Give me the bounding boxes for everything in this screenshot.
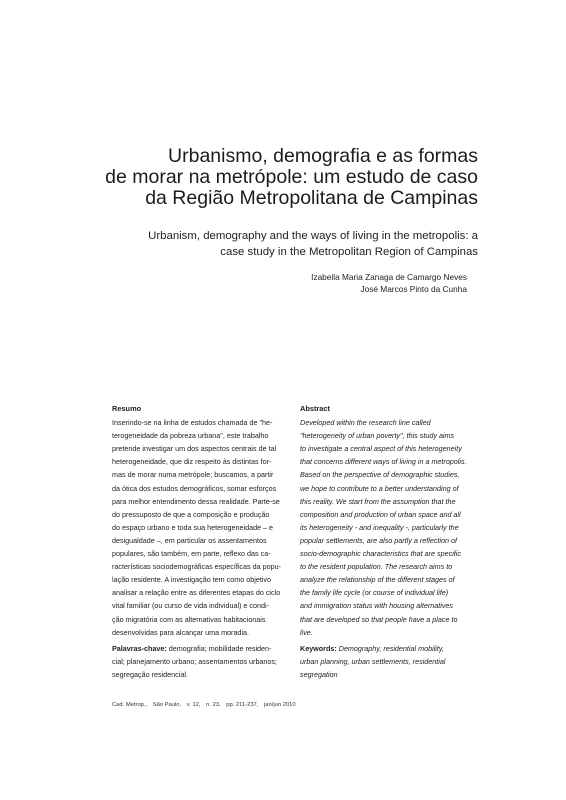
- title-line: da Região Metropolitana de Campinas: [145, 187, 478, 209]
- footer-number: n. 23,: [206, 702, 221, 708]
- author-name: José Marcos Pinto da Cunha: [360, 283, 467, 294]
- abstract-keywords-line: urban planning, urban settlements, residential: [300, 656, 446, 666]
- title-line: de morar na metrópole: um estudo de caso: [105, 166, 478, 188]
- abstract-keywords: [300, 642, 472, 681]
- resumo-line: ção migratória com as alternativas habitacionais: [112, 614, 266, 624]
- citation-footer: [112, 701, 300, 709]
- resumo-keywords-line: [112, 642, 287, 655]
- resumo-line: do pressuposto de que a composição e produção: [112, 509, 270, 519]
- article-title: [100, 146, 478, 209]
- abstract-line: to investigate a central aspect of this heterogeneity: [300, 444, 462, 454]
- resumo-line: analisar a relação entre as diferentes etapas do ciclo: [112, 588, 281, 598]
- abstract-keywords-label: Keywords:: [300, 643, 337, 653]
- abstract-line: and immigration status with housing alternatives: [300, 601, 454, 611]
- resumo-keywords: [112, 642, 287, 681]
- resumo-line: lação residente. A investigação tem como objetivo: [112, 575, 272, 585]
- abstract-heading: Abstract: [300, 404, 330, 413]
- abstract-line: that concerns different ways of living in a metropolis.: [300, 457, 467, 467]
- abstract-line: composition and production of urban space and all: [300, 509, 461, 519]
- abstract-line: live.: [300, 627, 313, 637]
- resumo-line: heterogeneidade, que diz respeito às distintas for-: [112, 457, 272, 467]
- abstract-line: socio-demographic characteristics that are specific: [300, 549, 461, 559]
- subtitle-line: Urbanism, demography and the ways of living in the metropolis: a: [148, 230, 478, 242]
- abstract-line: popular settlements, are also partly a reflection of: [300, 535, 458, 545]
- abstract-line: that are developed so that people have a place to: [300, 614, 458, 624]
- footer-date: jan/jun 2010: [264, 702, 296, 708]
- resumo-keywords-line: cial; planejamento urbano; assentamentos urbanos;: [112, 656, 278, 666]
- resumo-body: [112, 416, 287, 639]
- resumo-line: para melhor entendimento dessa realidade. Parte-se: [112, 496, 280, 506]
- author-list: [240, 272, 467, 295]
- resumo-line: vital familiar (ou curso de vida individual) e condi-: [112, 601, 269, 611]
- resumo-line: pretende investigar um dos aspectos centrais de tal: [112, 444, 277, 454]
- abstract-line: its heterogeneity - and inequality -, particularly the: [300, 522, 459, 532]
- abstract-line: this reality. We start from the assumption that the: [300, 496, 456, 506]
- resumo-column: [112, 402, 287, 681]
- resumo-line: desenvolvidas para alcançar uma moradia.: [112, 627, 250, 637]
- footer-city: São Paulo,: [152, 702, 182, 708]
- abstract-line: "heterogeneity of urban poverty", this study aims: [300, 431, 455, 441]
- resumo-keywords-label: Palavras-chave:: [112, 643, 167, 653]
- author-name: Izabella Maria Zanaga de Camargo Neves: [311, 272, 467, 282]
- resumo-line: Inserindo-se na linha de estudos chamada de "he-: [112, 418, 273, 428]
- abstract-line: the family life cycle (or course of individual life): [300, 588, 449, 598]
- abstract-keywords-line: segregation: [300, 669, 338, 679]
- abstract-line: to the resident population. The research aims to: [300, 562, 453, 572]
- resumo-line: terogeneidade da pobreza urbana", este trabalho: [112, 431, 269, 441]
- abstract-keywords-text: Demography, residential mobility,: [336, 643, 444, 653]
- footer-pages: pp. 211-237,: [226, 702, 259, 708]
- resumo-keywords-text: demografia; mobilidade residen-: [166, 643, 272, 653]
- resumo-line: da ótica dos estudos demográficos, somar esforços: [112, 483, 277, 493]
- resumo-line: populares, são também, em parte, reflexo das ca-: [112, 549, 271, 559]
- resumo-keywords-line: segregação residencial.: [112, 669, 188, 679]
- abstract-line: analyze the relationship of the different stages of: [300, 575, 455, 585]
- article-subtitle: [110, 228, 478, 260]
- footer-volume: v. 12,: [186, 702, 201, 708]
- title-line: Urbanismo, demografia e as formas: [168, 145, 478, 167]
- footer-journal: Cad. Metrop.,: [112, 702, 148, 708]
- abstract-body: [300, 416, 472, 639]
- resumo-line: desigualdade –, em particular os assentamentos: [112, 535, 267, 545]
- abstract-line: Developed within the research line called: [300, 418, 431, 428]
- resumo-line: mas de morar numa metrópole; buscamos, a partir: [112, 470, 274, 480]
- abstract-keywords-line: [300, 642, 472, 655]
- abstract-column: [300, 402, 472, 681]
- resumo-line: racterísticas sociodemográficas específicas da popu-: [112, 562, 281, 572]
- abstract-line: Based on the perspective of demographic studies,: [300, 470, 460, 480]
- abstract-line: we hope to contribute to a better understanding of: [300, 483, 459, 493]
- resumo-line: do espaço urbano e toda sua heterogeneidade – e: [112, 522, 274, 532]
- resumo-heading: Resumo: [112, 404, 142, 413]
- subtitle-line: case study in the Metropolitan Region of Campinas: [220, 246, 478, 258]
